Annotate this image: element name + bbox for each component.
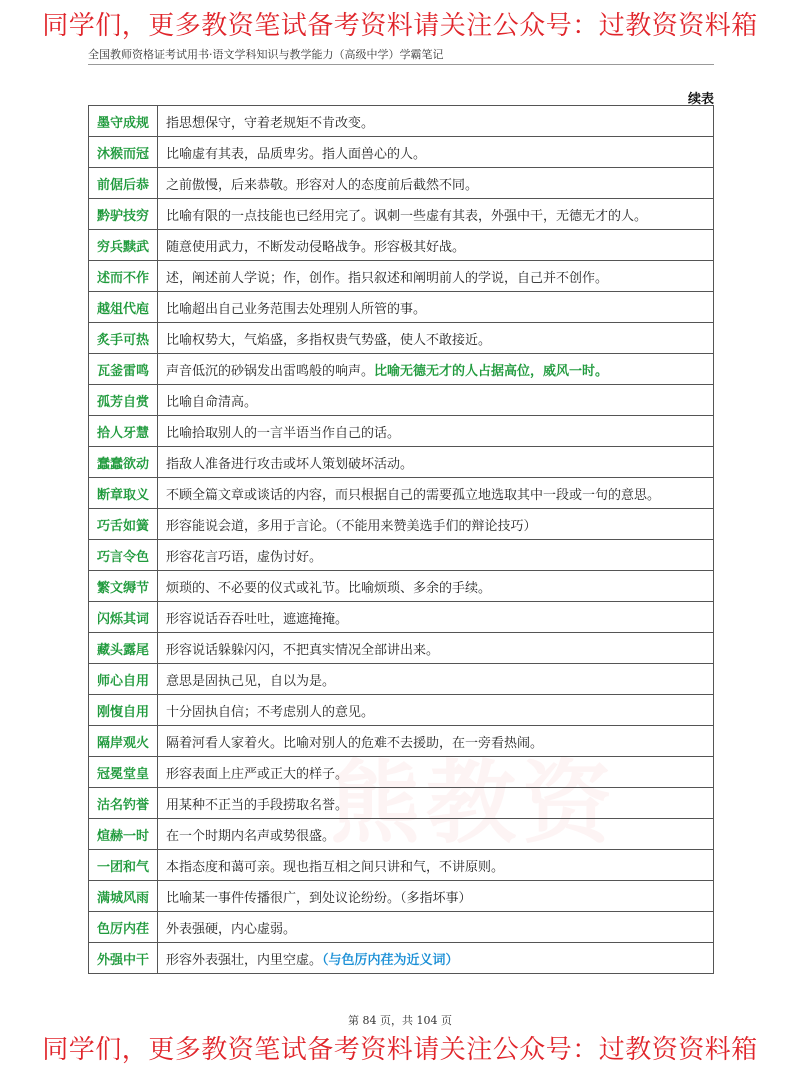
table-row	[89, 571, 714, 602]
continued-label: 续表	[687, 92, 714, 107]
idiom-definition	[158, 447, 714, 478]
table-row	[89, 416, 714, 447]
idiom-definition	[158, 137, 714, 168]
idiom-term: 瓦釜雷鸣	[89, 354, 158, 385]
table-row	[89, 850, 714, 881]
definition-text: 指敌人准备进行攻击或坏人策划破坏活动。	[166, 456, 414, 472]
definition-text: 比喻虚有其表，品质卑劣。指人面兽心的人。	[166, 146, 427, 162]
table-row	[89, 230, 714, 261]
idiom-definition	[158, 726, 714, 757]
table-row	[89, 881, 714, 912]
idiom-definition	[158, 633, 714, 664]
header-divider	[88, 64, 714, 65]
idiom-definition	[158, 695, 714, 726]
idiom-definition	[158, 540, 714, 571]
definition-text: 之前傲慢，后来恭敬。形容对人的态度前后截然不同。	[166, 177, 479, 193]
definition-text: 在一个时期内名声或势很盛。	[166, 828, 336, 844]
table-row	[89, 633, 714, 664]
idiom-term: 孤芳自赏	[89, 385, 158, 416]
definition-text: 形容花言巧语，虚伪讨好。	[166, 549, 323, 565]
table-row	[89, 292, 714, 323]
definition-text: 比喻拾取别人的一言半语当作自己的话。	[166, 425, 401, 441]
table-row	[89, 354, 714, 385]
definition-text: 形容表面上庄严或正大的样子。	[166, 766, 349, 782]
definition-text: 烦琐的、不必要的仪式或礼节。比喻烦琐、多余的手续。	[166, 580, 492, 596]
idiom-definition	[158, 850, 714, 881]
table-row	[89, 106, 714, 137]
idiom-term: 越俎代庖	[89, 292, 158, 323]
definition-text: 比喻自命清高。	[166, 394, 258, 410]
idiom-term: 述而不作	[89, 261, 158, 292]
idiom-definition	[158, 106, 714, 137]
idiom-term: 拾人牙慧	[89, 416, 158, 447]
idiom-term: 隔岸观火	[89, 726, 158, 757]
idiom-definition	[158, 292, 714, 323]
definition-text: 比喻有限的一点技能也已经用完了。讽刺一些虚有其表，外强中干，无德无才的人。	[166, 208, 648, 224]
idiom-definition	[158, 757, 714, 788]
idiom-definition	[158, 571, 714, 602]
definition-text: 用某种不正当的手段捞取名誉。	[166, 797, 349, 813]
idiom-definition	[158, 168, 714, 199]
definition-text: 意思是固执己见，自以为是。	[166, 673, 336, 689]
table-row	[89, 943, 714, 974]
table-row	[89, 447, 714, 478]
definition-text: 本指态度和蔼可亲。现也指互相之间只讲和气，不讲原则。	[166, 859, 505, 875]
table-row	[89, 819, 714, 850]
idiom-term: 藏头露尾	[89, 633, 158, 664]
promo-banner-top: 同学们，更多教资笔试备考资料请关注公众号：过教资资料箱	[42, 11, 758, 41]
idiom-term: 繁文缛节	[89, 571, 158, 602]
idiom-term: 满城风雨	[89, 881, 158, 912]
idiom-definition	[158, 478, 714, 509]
idiom-term: 刚愎自用	[89, 695, 158, 726]
idiom-term: 沐猴而冠	[89, 137, 158, 168]
table-row	[89, 664, 714, 695]
table-row	[89, 385, 714, 416]
book-subtitle: 全国教师资格证考试用书·语文学科知识与教学能力（高级中学）学霸笔记	[88, 48, 444, 61]
definition-text: 外表强硬，内心虚弱。	[166, 921, 297, 937]
idiom-definition	[158, 385, 714, 416]
idiom-definition	[158, 602, 714, 633]
idiom-term: 墨守成规	[89, 106, 158, 137]
table-row	[89, 788, 714, 819]
definition-text: 十分固执自信；不考虑别人的意见。	[166, 704, 375, 720]
idiom-term: 外强中干	[89, 943, 158, 974]
definition-text: 形容能说会道，多用于言论。（不能用来赞美选手们的辩论技巧）	[166, 518, 537, 534]
table-row	[89, 168, 714, 199]
table-row	[89, 912, 714, 943]
idiom-definition	[158, 354, 714, 385]
idiom-definition	[158, 261, 714, 292]
idiom-term: 色厉内荏	[89, 912, 158, 943]
idiom-term: 巧言令色	[89, 540, 158, 571]
page-number: 第 84 页，共 104 页	[348, 1014, 452, 1027]
idiom-term: 炙手可热	[89, 323, 158, 354]
definition-text: 随意使用武力，不断发动侵略战争。形容极其好战。	[166, 239, 466, 255]
definition-highlight: （与色厉内荏为近义词）	[322, 952, 459, 968]
definition-text: 不顾全篇文章或谈话的内容，而只根据自己的需要孤立地选取其中一段或一句的意思。	[166, 487, 661, 503]
table-row	[89, 323, 714, 354]
idiom-term: 煊赫一时	[89, 819, 158, 850]
idiom-term: 穷兵黩武	[89, 230, 158, 261]
idiom-definition	[158, 230, 714, 261]
definition-text: 声音低沉的砂锅发出雷鸣般的响声。	[166, 363, 375, 379]
idiom-term: 闪烁其词	[89, 602, 158, 633]
idiom-definition	[158, 199, 714, 230]
idiom-definition	[158, 943, 714, 974]
promo-banner-bottom: 同学们，更多教资笔试备考资料请关注公众号：过教资资料箱	[42, 1035, 758, 1065]
idiom-definition	[158, 881, 714, 912]
definition-highlight: 比喻无德无才的人占据高位，威风一时。	[374, 363, 609, 379]
table-row	[89, 137, 714, 168]
idiom-definition	[158, 509, 714, 540]
definition-text: 隔着河看人家着火。比喻对别人的危难不去援助，在一旁看热闹。	[166, 735, 544, 751]
definition-text: 形容说话躲躲闪闪，不把真实情况全部讲出来。	[166, 642, 440, 658]
idiom-definition	[158, 912, 714, 943]
table-row	[89, 726, 714, 757]
table-row	[89, 261, 714, 292]
table-row	[89, 199, 714, 230]
idiom-term: 蠢蠢欲动	[89, 447, 158, 478]
idiom-term: 巧舌如簧	[89, 509, 158, 540]
definition-text: 形容说话吞吞吐吐，遮遮掩掩。	[166, 611, 349, 627]
definition-text: 述，阐述前人学说；作，创作。指只叙述和阐明前人的学说，自己并不创作。	[166, 270, 609, 286]
idiom-table	[88, 105, 714, 974]
idiom-term: 冠冕堂皇	[89, 757, 158, 788]
table-row	[89, 478, 714, 509]
idiom-definition	[158, 788, 714, 819]
table-row	[89, 509, 714, 540]
idiom-term: 一团和气	[89, 850, 158, 881]
definition-text: 形容外表强壮，内里空虚。	[166, 952, 323, 968]
table-row	[89, 540, 714, 571]
idiom-definition	[158, 664, 714, 695]
table-row	[89, 757, 714, 788]
idiom-definition	[158, 819, 714, 850]
table-row	[89, 602, 714, 633]
definition-text: 指思想保守，守着老规矩不肯改变。	[166, 115, 375, 131]
idiom-term: 断章取义	[89, 478, 158, 509]
definition-text: 比喻超出自己业务范围去处理别人所管的事。	[166, 301, 427, 317]
idiom-term: 前倨后恭	[89, 168, 158, 199]
table-row	[89, 695, 714, 726]
watermark-text: 熊教资	[330, 751, 618, 856]
definition-text: 比喻某一事件传播很广，到处议论纷纷。（多指坏事）	[166, 890, 472, 906]
definition-text: 比喻权势大，气焰盛，多指权贵气势盛，使人不敢接近。	[166, 332, 492, 348]
idiom-definition	[158, 323, 714, 354]
idiom-definition	[158, 416, 714, 447]
idiom-term: 黔驴技穷	[89, 199, 158, 230]
idiom-term: 师心自用	[89, 664, 158, 695]
idiom-term: 沽名钓誉	[89, 788, 158, 819]
